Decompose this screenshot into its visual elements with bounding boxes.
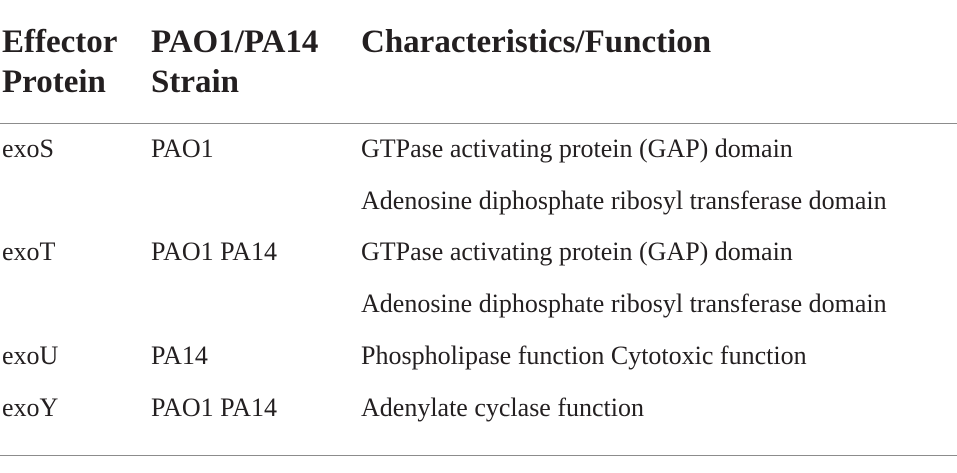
header-strain-line2: Strain	[151, 64, 240, 100]
row-exoy-strain: PAO1 PA14	[151, 393, 277, 422]
row-exot-effector: exoT	[2, 237, 56, 266]
header-characteristics: Characteristics/Function	[361, 24, 712, 60]
row-exos-effector: exoS	[2, 134, 54, 163]
row-exou-strain: PA14	[151, 341, 208, 370]
header-effector-line2: Protein	[2, 64, 106, 100]
header-effector-protein	[2, 22, 117, 102]
row-exou-effector: exoU	[2, 341, 59, 370]
header-effector-line1: Effector	[2, 24, 118, 60]
row-exou-function-1: Phospholipase function Cytotoxic function	[361, 341, 807, 370]
row-exoy-effector: exoY	[2, 393, 59, 422]
row-exoy-function-1: Adenylate cyclase function	[361, 393, 644, 422]
table-bottom-rule	[0, 455, 957, 456]
row-exos-function-1: GTPase activating protein (GAP) domain	[361, 134, 793, 163]
row-exos-strain: PAO1	[151, 134, 214, 163]
row-exot-function-1: GTPase activating protein (GAP) domain	[361, 237, 793, 266]
header-strain	[151, 22, 318, 102]
row-exos-function-2: Adenosine diphosphate ribosyl transferase domain	[361, 186, 887, 215]
header-strain-line1: PAO1/PA14	[151, 24, 319, 60]
row-exot-function-2: Adenosine diphosphate ribosyl transferase domain	[361, 289, 887, 318]
header-divider	[0, 123, 957, 124]
row-exot-strain: PAO1 PA14	[151, 237, 277, 266]
